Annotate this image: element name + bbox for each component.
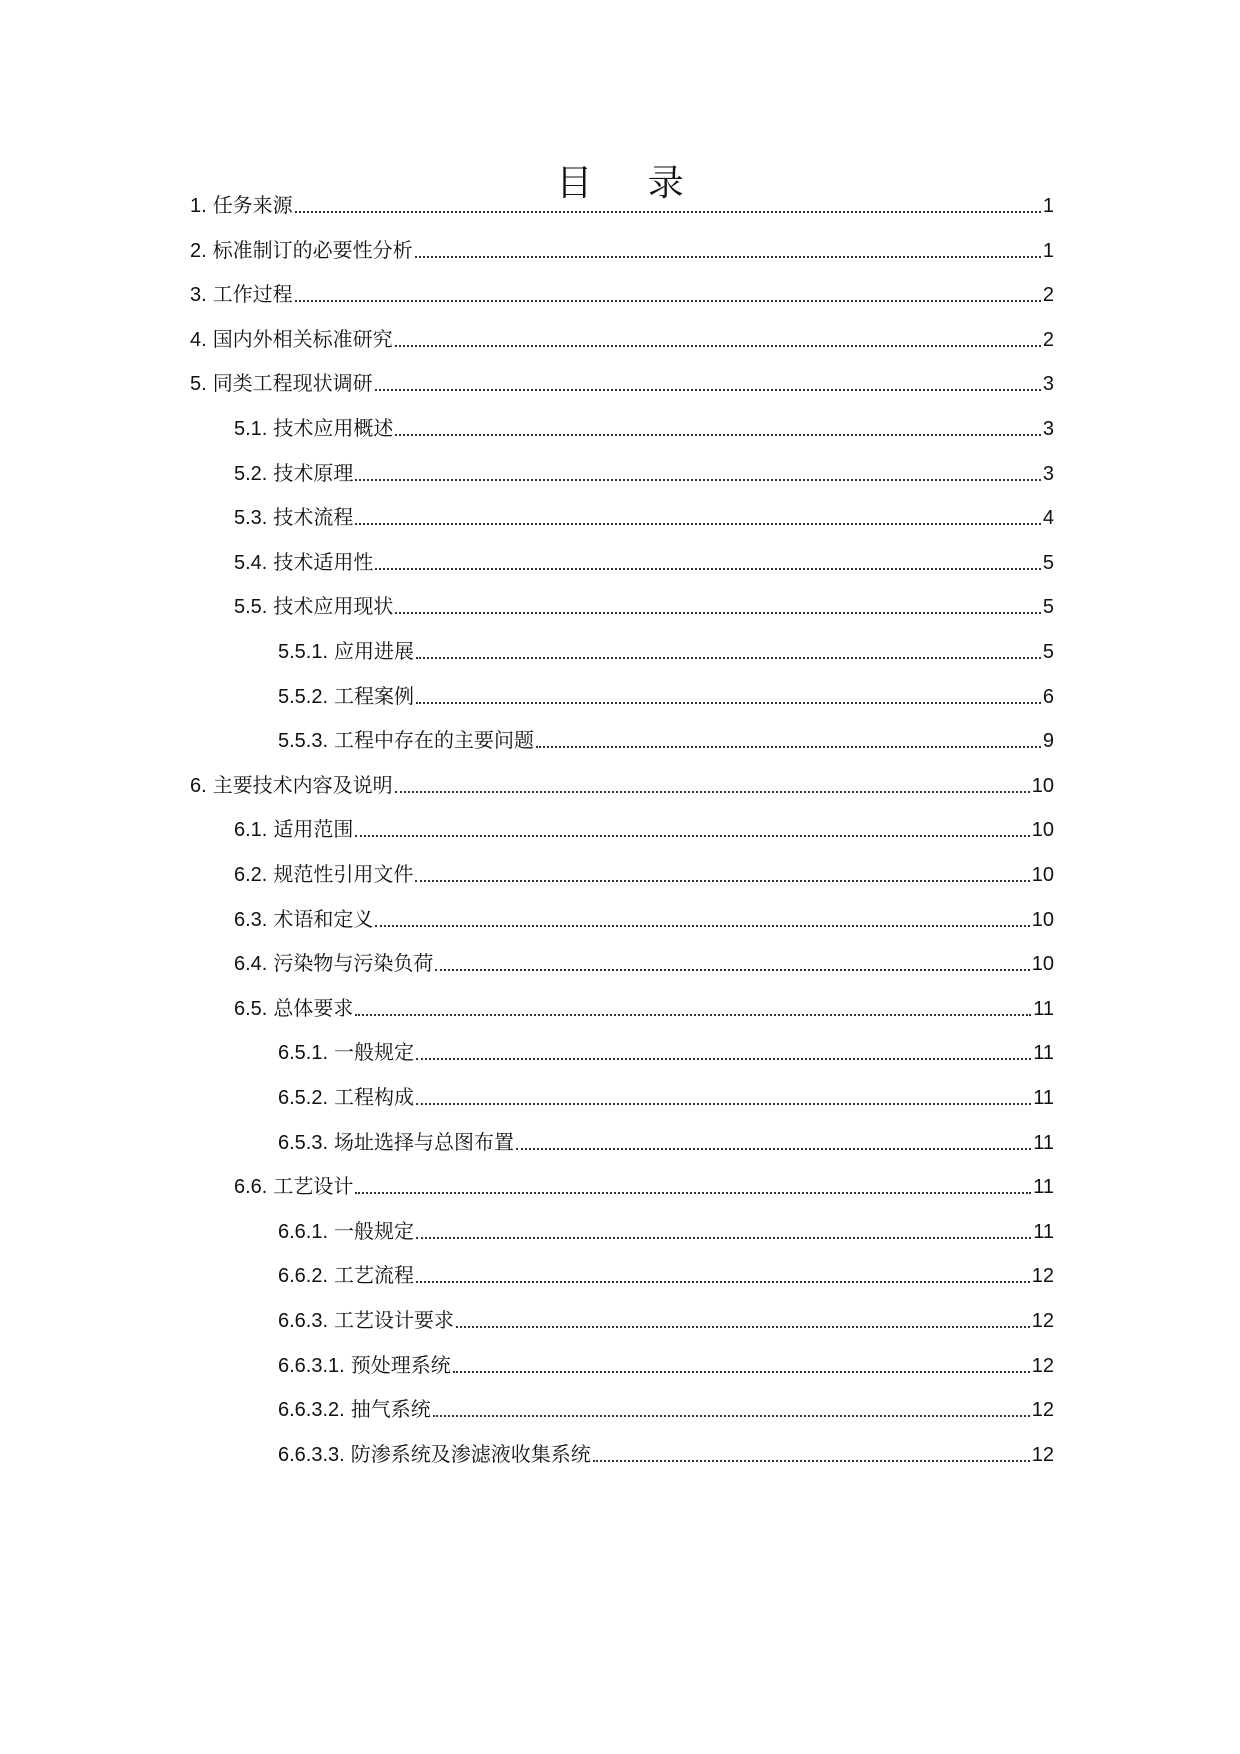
toc-entry-page-number: 1 xyxy=(1042,195,1054,217)
toc-entry-label xyxy=(278,727,534,754)
toc-entry-label xyxy=(278,1218,414,1245)
toc-entry[interactable] xyxy=(278,1036,1054,1066)
toc-entry-text: 工艺设计 xyxy=(273,1174,354,1198)
toc-entry-label xyxy=(190,370,373,397)
toc-entry-page-number: 3 xyxy=(1042,463,1054,485)
toc-entry-page-number: 10 xyxy=(1031,864,1054,886)
toc-entry[interactable] xyxy=(234,546,1054,576)
toc-dot-leader xyxy=(355,479,1041,481)
toc-entry-text: 任务来源 xyxy=(212,193,293,217)
toc-entry-text: 工艺设计要求 xyxy=(334,1308,455,1332)
toc-entry-number: 5.5. xyxy=(234,596,268,618)
toc-entry-text: 工程中存在的主要问题 xyxy=(334,728,535,752)
toc-entry-text: 总体要求 xyxy=(273,996,354,1020)
toc-entry-label xyxy=(278,1084,414,1111)
toc-dot-leader xyxy=(395,345,1041,347)
toc-dot-leader xyxy=(295,300,1041,302)
toc-entry-label xyxy=(234,995,353,1022)
toc-entry-number: 4. xyxy=(190,329,207,351)
toc-entry-number: 3. xyxy=(190,284,207,306)
toc-entry-page-number: 1 xyxy=(1042,240,1054,262)
toc-entry-text: 适用范围 xyxy=(273,817,354,841)
toc-dot-leader xyxy=(355,523,1041,525)
toc-entry-number: 6.5.1. xyxy=(278,1042,329,1064)
toc-entry-number: 6.6. xyxy=(234,1176,268,1198)
toc-entry-number: 5.5.3. xyxy=(278,730,329,752)
toc-dot-leader xyxy=(375,568,1041,570)
toc-entry-label xyxy=(190,237,413,264)
toc-entry-number: 6.6.3.1. xyxy=(278,1355,345,1377)
toc-entry-page-number: 11 xyxy=(1033,1087,1054,1109)
toc-entry-page-number: 4 xyxy=(1042,507,1054,529)
toc-entry-label xyxy=(278,1396,431,1423)
toc-entry[interactable] xyxy=(234,947,1054,977)
toc-entry-page-number: 2 xyxy=(1042,329,1054,351)
toc-entry-page-number: 10 xyxy=(1031,909,1054,931)
toc-entry[interactable] xyxy=(278,1349,1054,1379)
toc-entry-text: 一般规定 xyxy=(334,1040,415,1064)
toc-entry-page-number: 10 xyxy=(1031,775,1054,797)
toc-entry-page-number: 9 xyxy=(1042,730,1054,752)
toc-entry[interactable] xyxy=(278,635,1054,665)
toc-title: 目 录 xyxy=(556,163,706,204)
toc-entry[interactable] xyxy=(190,323,1054,353)
toc-dot-leader xyxy=(355,1192,1031,1194)
toc-dot-leader xyxy=(516,1148,1031,1150)
toc-entry[interactable] xyxy=(190,769,1054,799)
toc-entry[interactable] xyxy=(234,457,1054,487)
toc-entry-number: 6.3. xyxy=(234,909,268,931)
toc-entry-text: 技术原理 xyxy=(273,461,354,485)
toc-entry-text: 防渗系统及渗滤液收集系统 xyxy=(350,1442,591,1466)
toc-dot-leader xyxy=(375,925,1029,927)
toc-entry[interactable] xyxy=(234,501,1054,531)
toc-entry-label xyxy=(190,772,393,799)
toc-entry-page-number: 6 xyxy=(1042,686,1054,708)
toc-dot-leader xyxy=(593,1460,1030,1462)
toc-entry-text: 术语和定义 xyxy=(273,907,374,931)
toc-entry-label xyxy=(234,504,353,531)
toc-entry-page-number: 11 xyxy=(1033,1221,1054,1243)
toc-entry-number: 6.5.3. xyxy=(278,1132,329,1154)
toc-entry-number: 6.1. xyxy=(234,819,268,841)
toc-entry-text: 污染物与污染负荷 xyxy=(273,951,434,975)
toc-dot-leader xyxy=(456,1326,1030,1328)
toc-entry-text: 规范性引用文件 xyxy=(273,862,414,886)
toc-entry-text: 技术应用现状 xyxy=(273,594,394,618)
toc-entry-number: 6.4. xyxy=(234,953,268,975)
toc-entry-text: 工艺流程 xyxy=(334,1263,415,1287)
toc-entry-page-number: 11 xyxy=(1033,1176,1054,1198)
toc-entry-label xyxy=(234,906,373,933)
toc-entry-number: 6.5.2. xyxy=(278,1087,329,1109)
toc-entry-text: 工作过程 xyxy=(212,282,293,306)
toc-entry-page-number: 10 xyxy=(1031,819,1054,841)
toc-entry-page-number: 12 xyxy=(1031,1355,1054,1377)
toc-entry[interactable] xyxy=(278,1215,1054,1245)
toc-entry-text: 国内外相关标准研究 xyxy=(212,327,393,351)
toc-dot-leader xyxy=(415,880,1029,882)
toc-entry-page-number: 12 xyxy=(1031,1444,1054,1466)
toc-entry-label xyxy=(234,816,353,843)
toc-entry-label xyxy=(234,1173,353,1200)
toc-entry-page-number: 12 xyxy=(1031,1310,1054,1332)
toc-entry-page-number: 2 xyxy=(1042,284,1054,306)
toc-entry-label xyxy=(278,1307,454,1334)
toc-entry[interactable] xyxy=(278,1081,1054,1111)
toc-entry-label xyxy=(278,1262,414,1289)
toc-entry-label xyxy=(278,1129,514,1156)
toc-entry-text: 技术流程 xyxy=(273,505,354,529)
toc-entry-number: 5.4. xyxy=(234,552,268,574)
toc-dot-leader xyxy=(416,657,1041,659)
toc-entry-page-number: 11 xyxy=(1033,1042,1054,1064)
toc-entry-number: 6.6.3.3. xyxy=(278,1444,345,1466)
toc-entry-label xyxy=(190,281,293,308)
toc-entry-label xyxy=(234,460,353,487)
toc-entry-label xyxy=(234,593,393,620)
toc-entry-number: 5.5.2. xyxy=(278,686,329,708)
toc-dot-leader xyxy=(416,1058,1031,1060)
toc-entry-label xyxy=(278,1441,591,1468)
toc-dot-leader xyxy=(536,746,1041,748)
toc-dot-leader xyxy=(416,1281,1030,1283)
toc-entry-text: 一般规定 xyxy=(334,1219,415,1243)
toc-entry-text: 技术适用性 xyxy=(273,550,374,574)
toc-entry[interactable] xyxy=(190,367,1054,397)
toc-entry-text: 工程案例 xyxy=(334,684,415,708)
toc-dot-leader xyxy=(415,256,1041,258)
toc-entry-number: 5.5.1. xyxy=(278,641,329,663)
toc-entry-page-number: 5 xyxy=(1042,641,1054,663)
toc-entry-page-number: 3 xyxy=(1042,373,1054,395)
toc-entry-number: 6.6.3. xyxy=(278,1310,329,1332)
toc-entry-number: 6. xyxy=(190,775,207,797)
toc-entry-number: 5.3. xyxy=(234,507,268,529)
toc-entry[interactable] xyxy=(234,590,1054,620)
toc-entry-label xyxy=(234,415,393,442)
toc-entry-page-number: 3 xyxy=(1042,418,1054,440)
toc-entry[interactable] xyxy=(234,858,1054,888)
toc-entry-number: 6.6.1. xyxy=(278,1221,329,1243)
toc-entry-text: 场址选择与总图布置 xyxy=(334,1130,515,1154)
toc-dot-leader xyxy=(295,211,1041,213)
toc-entry-label xyxy=(278,683,414,710)
toc-entry-text: 标准制订的必要性分析 xyxy=(212,238,413,262)
toc-entry-number: 6.6.2. xyxy=(278,1265,329,1287)
toc-entry[interactable] xyxy=(234,813,1054,843)
toc-entry[interactable] xyxy=(234,1170,1054,1200)
toc-entry[interactable] xyxy=(278,1126,1054,1156)
toc-entry[interactable] xyxy=(234,412,1054,442)
toc-entry[interactable] xyxy=(278,724,1054,754)
toc-entry[interactable] xyxy=(278,1304,1054,1334)
toc-entry[interactable] xyxy=(234,992,1054,1022)
toc-entry-number: 1. xyxy=(190,195,207,217)
toc-dot-leader xyxy=(433,1415,1030,1417)
toc-dot-leader xyxy=(416,1103,1031,1105)
toc-dot-leader xyxy=(435,969,1029,971)
toc-entry-label xyxy=(278,1039,414,1066)
toc-dot-leader xyxy=(395,434,1041,436)
toc-entry-text: 抽气系统 xyxy=(350,1397,431,1421)
toc-dot-leader xyxy=(395,612,1041,614)
toc-entry-number: 2. xyxy=(190,240,207,262)
toc-dot-leader xyxy=(375,389,1041,391)
toc-entry-label xyxy=(190,326,393,353)
toc-entry-number: 5.2. xyxy=(234,463,268,485)
toc-entry-text: 工程构成 xyxy=(334,1085,415,1109)
toc-dot-leader xyxy=(416,1237,1031,1239)
toc-entry-text: 技术应用概述 xyxy=(273,416,394,440)
toc-entry-label xyxy=(278,1352,451,1379)
toc-dot-leader xyxy=(416,702,1041,704)
toc-entry[interactable] xyxy=(190,234,1054,264)
toc-entry-page-number: 5 xyxy=(1042,552,1054,574)
toc-entry-number: 6.6.3.2. xyxy=(278,1399,345,1421)
toc-entry-number: 5.1. xyxy=(234,418,268,440)
toc-dot-leader xyxy=(355,835,1029,837)
toc-entry[interactable] xyxy=(234,903,1054,933)
toc-entry-label xyxy=(190,192,293,219)
toc-dot-leader xyxy=(395,791,1030,793)
toc-entry-page-number: 10 xyxy=(1031,953,1054,975)
toc-entry-page-number: 5 xyxy=(1042,596,1054,618)
toc-entry[interactable] xyxy=(190,278,1054,308)
toc-entry-text: 同类工程现状调研 xyxy=(212,371,373,395)
toc-entry[interactable] xyxy=(278,680,1054,710)
toc-entry-text: 应用进展 xyxy=(334,639,415,663)
toc-entry-label xyxy=(234,549,373,576)
toc-entry[interactable] xyxy=(278,1393,1054,1423)
toc-entry-label xyxy=(234,950,433,977)
toc-entry-page-number: 11 xyxy=(1033,998,1054,1020)
toc-entry-label xyxy=(278,638,414,665)
toc-entry-number: 6.5. xyxy=(234,998,268,1020)
toc-entry[interactable] xyxy=(278,1259,1054,1289)
toc-entry-text: 主要技术内容及说明 xyxy=(212,773,393,797)
toc-entry-page-number: 11 xyxy=(1033,1132,1054,1154)
toc-entry-number: 6.2. xyxy=(234,864,268,886)
toc-entry[interactable] xyxy=(190,189,1054,219)
toc-entry-page-number: 12 xyxy=(1031,1399,1054,1421)
toc-entry-label xyxy=(234,861,413,888)
toc-entry-number: 5. xyxy=(190,373,207,395)
toc-entry-text: 预处理系统 xyxy=(350,1353,451,1377)
toc-entry-page-number: 12 xyxy=(1031,1265,1054,1287)
toc-entry[interactable] xyxy=(278,1438,1054,1468)
toc-dot-leader xyxy=(355,1014,1031,1016)
toc-dot-leader xyxy=(453,1371,1030,1373)
